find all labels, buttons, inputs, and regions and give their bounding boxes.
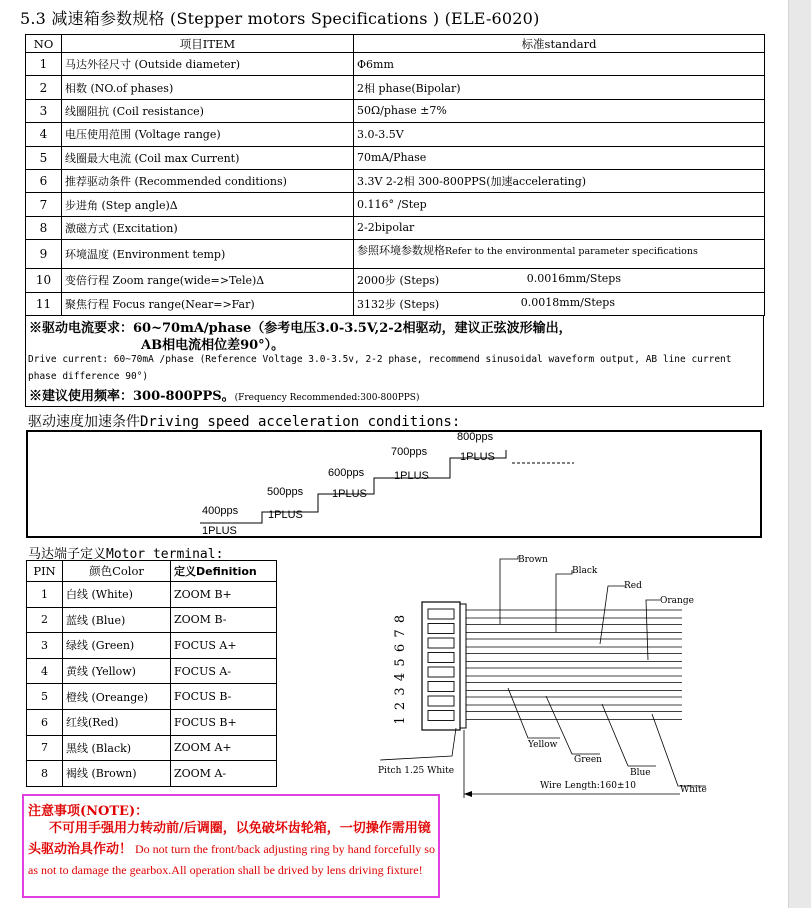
dimension-arrow — [464, 791, 472, 797]
row-no: 6 — [26, 169, 62, 192]
row-item: 相数 (NO.of phases) — [62, 76, 354, 99]
leader-black — [556, 570, 572, 632]
leader-blue — [602, 704, 656, 766]
row-item: 聚焦行程 Focus range(Near=>Far) — [62, 292, 354, 315]
header-pin: PIN — [27, 561, 63, 582]
connector-flange — [460, 604, 466, 728]
connector-pin — [428, 638, 454, 648]
row-standard: 50Ω/phase ±7% — [354, 99, 765, 122]
row-item: 激磁方式 (Excitation) — [62, 216, 354, 239]
header-item: 项目ITEM — [62, 35, 354, 53]
spec-table-header — [26, 35, 765, 53]
frequency-note-en: (Frequency Recommended:300-800PPS) — [234, 393, 420, 403]
pin-number: 4 — [27, 658, 63, 684]
step-500pps: 500pps — [267, 486, 304, 498]
step-600pps: 600pps — [328, 467, 365, 479]
connector-pin — [428, 609, 454, 619]
row-standard: Φ6mm — [354, 53, 765, 76]
table-row — [26, 269, 765, 292]
pin-number-label: 7 — [393, 629, 408, 638]
row-no: 2 — [26, 76, 62, 99]
step-plus-1: 1PLUS — [202, 525, 237, 537]
pin-number: 6 — [27, 709, 63, 735]
step-400pps: 400pps — [202, 505, 239, 517]
pin-number: 7 — [27, 735, 63, 761]
pin-definition: FOCUS A- — [171, 658, 277, 684]
pin-color: 蓝线 (Blue) — [63, 607, 171, 633]
pin-number-labels — [393, 615, 408, 725]
frequency-note-cn: ※建议使用频率：300-800PPS。 — [29, 389, 235, 404]
row-no: 11 — [26, 292, 62, 315]
leader-white — [652, 714, 706, 786]
table-row — [27, 582, 277, 608]
scrollbar[interactable] — [788, 0, 811, 908]
label-brown: Brown — [518, 555, 548, 565]
pins-header — [27, 561, 277, 582]
row-item: 线圈最大电流 (Coil max Current) — [62, 146, 354, 169]
label-white: White — [680, 785, 707, 795]
pin-number-label: 6 — [393, 643, 408, 653]
connector-pins — [428, 609, 454, 721]
warning-body — [28, 818, 436, 880]
pin-color: 白线 (White) — [63, 582, 171, 608]
table-row — [26, 76, 765, 99]
drive-notes — [25, 315, 764, 407]
table-row — [26, 53, 765, 76]
row-no: 7 — [26, 193, 62, 216]
leader-red — [600, 586, 625, 644]
step-700pps: 700pps — [391, 446, 428, 458]
row-standard: 3.3V 2-2相 300-800PPS(加速accelerating) — [354, 169, 765, 192]
step-plus-4: 1PLUS — [394, 470, 429, 482]
step-plus-2: 1PLUS — [268, 509, 303, 521]
connector-pin — [428, 696, 454, 706]
label-green: Green — [574, 755, 602, 765]
row-standard: 0.116° /Step — [354, 193, 765, 216]
table-row — [26, 99, 765, 122]
warning-box — [22, 794, 440, 898]
label-wire-length: Wire Length:160±10 — [540, 781, 636, 791]
row-no: 9 — [26, 240, 62, 269]
pin-definition: ZOOM B+ — [171, 582, 277, 608]
warning-text-en: Do not turn the front/back adjusting ring by hand forcefully so as not to damage the gearbox.All operation shall be drived by lens driving fixture! — [28, 842, 435, 877]
pin-color: 橙线 (Oreange) — [63, 684, 171, 710]
pin-number-label: 8 — [393, 614, 408, 624]
row-step-size: 0.0018mm/Steps — [520, 295, 615, 309]
pin-color: 绿线 (Green) — [63, 633, 171, 659]
row-no: 1 — [26, 53, 62, 76]
pin-definition: FOCUS A+ — [171, 633, 277, 659]
motor-terminal-table — [26, 560, 277, 787]
leader-yellow — [508, 688, 560, 738]
row-standard — [354, 292, 765, 315]
pin-number: 8 — [27, 761, 63, 787]
row-standard: 3.0-3.5V — [354, 123, 765, 146]
connector-pin — [428, 682, 454, 692]
pin-color: 褐线 (Brown) — [63, 761, 171, 787]
drive-current-note-cn: ※驱动电流要求：60~70mA/phase（参考电压3.0-3.5V,2-2相驱动，建议正弦波形输出， — [29, 321, 572, 336]
pin-number: 5 — [27, 684, 63, 710]
row-steps: 3132步 (Steps) — [357, 297, 440, 311]
acceleration-title: 驱动速度加速条件Driving speed acceleration conditions: — [28, 414, 461, 430]
label-orange: Orange — [660, 596, 694, 606]
table-row — [26, 193, 765, 216]
connector-pin — [428, 667, 454, 677]
row-standard: 70mA/Phase — [354, 146, 765, 169]
row-no: 4 — [26, 123, 62, 146]
row-no: 10 — [26, 269, 62, 292]
drive-current-note-en: Drive current: 60~70mA /phase (Reference Voltage 3.0-3.5v, 2-2 phase, recommend sinusoidal waveform output, AB line current phase difference 90°) — [28, 354, 732, 382]
warning-text-cn: 不可用手强用力转动前/后调圈，以免破坏齿轮箱，一切操作需用镜头驱动治具作动！ — [28, 821, 431, 857]
table-row — [27, 658, 277, 684]
table-row — [26, 146, 765, 169]
pin-number: 2 — [27, 607, 63, 633]
leader-pitch — [380, 728, 456, 760]
pin-color: 黄线 (Yellow) — [63, 658, 171, 684]
pin-number-label: 1 — [393, 716, 408, 725]
header-definition: 定义Definition — [171, 561, 277, 582]
motor-terminal-title: 马达端子定义Motor terminal: — [28, 547, 224, 562]
header-no: NO — [26, 35, 62, 53]
row-step-size: 0.0016mm/Steps — [526, 272, 621, 286]
connector-pin — [428, 653, 454, 663]
pin-color: 黑线 (Black) — [63, 735, 171, 761]
table-row — [26, 292, 765, 315]
warning-title: 注意事项(NOTE)： — [28, 804, 149, 819]
row-item: 环境温度 (Environment temp) — [62, 240, 354, 269]
pin-definition: ZOOM B- — [171, 607, 277, 633]
spec-table — [25, 34, 765, 316]
row-item: 步进角 (Step angle)Δ — [62, 193, 354, 216]
connector-pin — [428, 711, 454, 721]
pin-definition: ZOOM A- — [171, 761, 277, 787]
pin-number-label: 2 — [393, 701, 408, 711]
row-item: 变倍行程 Zoom range(wide=>Tele)Δ — [62, 269, 354, 292]
table-row — [27, 684, 277, 710]
row-no: 5 — [26, 146, 62, 169]
frequency-note — [29, 385, 419, 404]
label-red: Red — [624, 581, 642, 591]
row-standard — [354, 240, 765, 269]
row-standard: 2相 phase(Bipolar) — [354, 76, 765, 99]
pin-number: 1 — [27, 582, 63, 608]
section-title: 5.3 减速箱参数规格 (Stepper motors Specifications ) (ELE-6020) — [20, 9, 540, 28]
header-standard: 标准standard — [354, 35, 765, 53]
connector-diagram — [360, 548, 707, 802]
table-row — [26, 123, 765, 146]
pin-definition: FOCUS B+ — [171, 709, 277, 735]
pin-color: 红线(Red) — [63, 709, 171, 735]
row-standard: 2-2bipolar — [354, 216, 765, 239]
flat-cable-wires — [466, 610, 682, 720]
table-row — [27, 607, 277, 633]
table-row — [27, 735, 277, 761]
label-black: Black — [572, 566, 598, 576]
step-800pps: 800pps — [457, 431, 494, 443]
pin-number-label: 3 — [393, 687, 408, 696]
row-standard-en: Refer to the environmental parameter specifications — [445, 246, 698, 258]
row-item: 马达外径尺寸 (Outside diameter) — [62, 53, 354, 76]
pin-definition: ZOOM A+ — [171, 735, 277, 761]
pin-number-label: 5 — [393, 658, 408, 667]
row-item: 电压使用范围 (Voltage range) — [62, 123, 354, 146]
step-plus-5: 1PLUS — [460, 451, 495, 463]
row-item: 推荐驱动条件 (Recommended conditions) — [62, 169, 354, 192]
table-row — [26, 240, 765, 269]
table-row — [27, 709, 277, 735]
table-row — [26, 216, 765, 239]
label-pitch: Pitch 1.25 White — [378, 766, 455, 776]
leader-orange — [646, 600, 660, 660]
acceleration-diagram — [26, 430, 762, 538]
pin-number-label: 4 — [393, 672, 408, 682]
table-row — [27, 633, 277, 659]
pin-number: 3 — [27, 633, 63, 659]
table-row — [27, 761, 277, 787]
row-no: 3 — [26, 99, 62, 122]
step-plus-3: 1PLUS — [332, 488, 367, 500]
header-color: 颜色Color — [63, 561, 171, 582]
drive-current-note-cn-cont: AB相电流相位差90°）。 — [141, 338, 285, 353]
pin-definition: FOCUS B- — [171, 684, 277, 710]
row-item: 线圈阻抗 (Coil resistance) — [62, 99, 354, 122]
table-row — [26, 169, 765, 192]
row-standard — [354, 269, 765, 292]
connector-drawing — [360, 548, 707, 798]
row-steps: 2000步 (Steps) — [357, 274, 440, 288]
label-blue: Blue — [630, 768, 651, 778]
leader-brown — [500, 556, 518, 624]
label-yellow: Yellow — [528, 740, 558, 750]
connector-pin — [428, 624, 454, 634]
row-no: 8 — [26, 216, 62, 239]
row-standard-cn: 参照环境参数规格 — [357, 244, 445, 258]
